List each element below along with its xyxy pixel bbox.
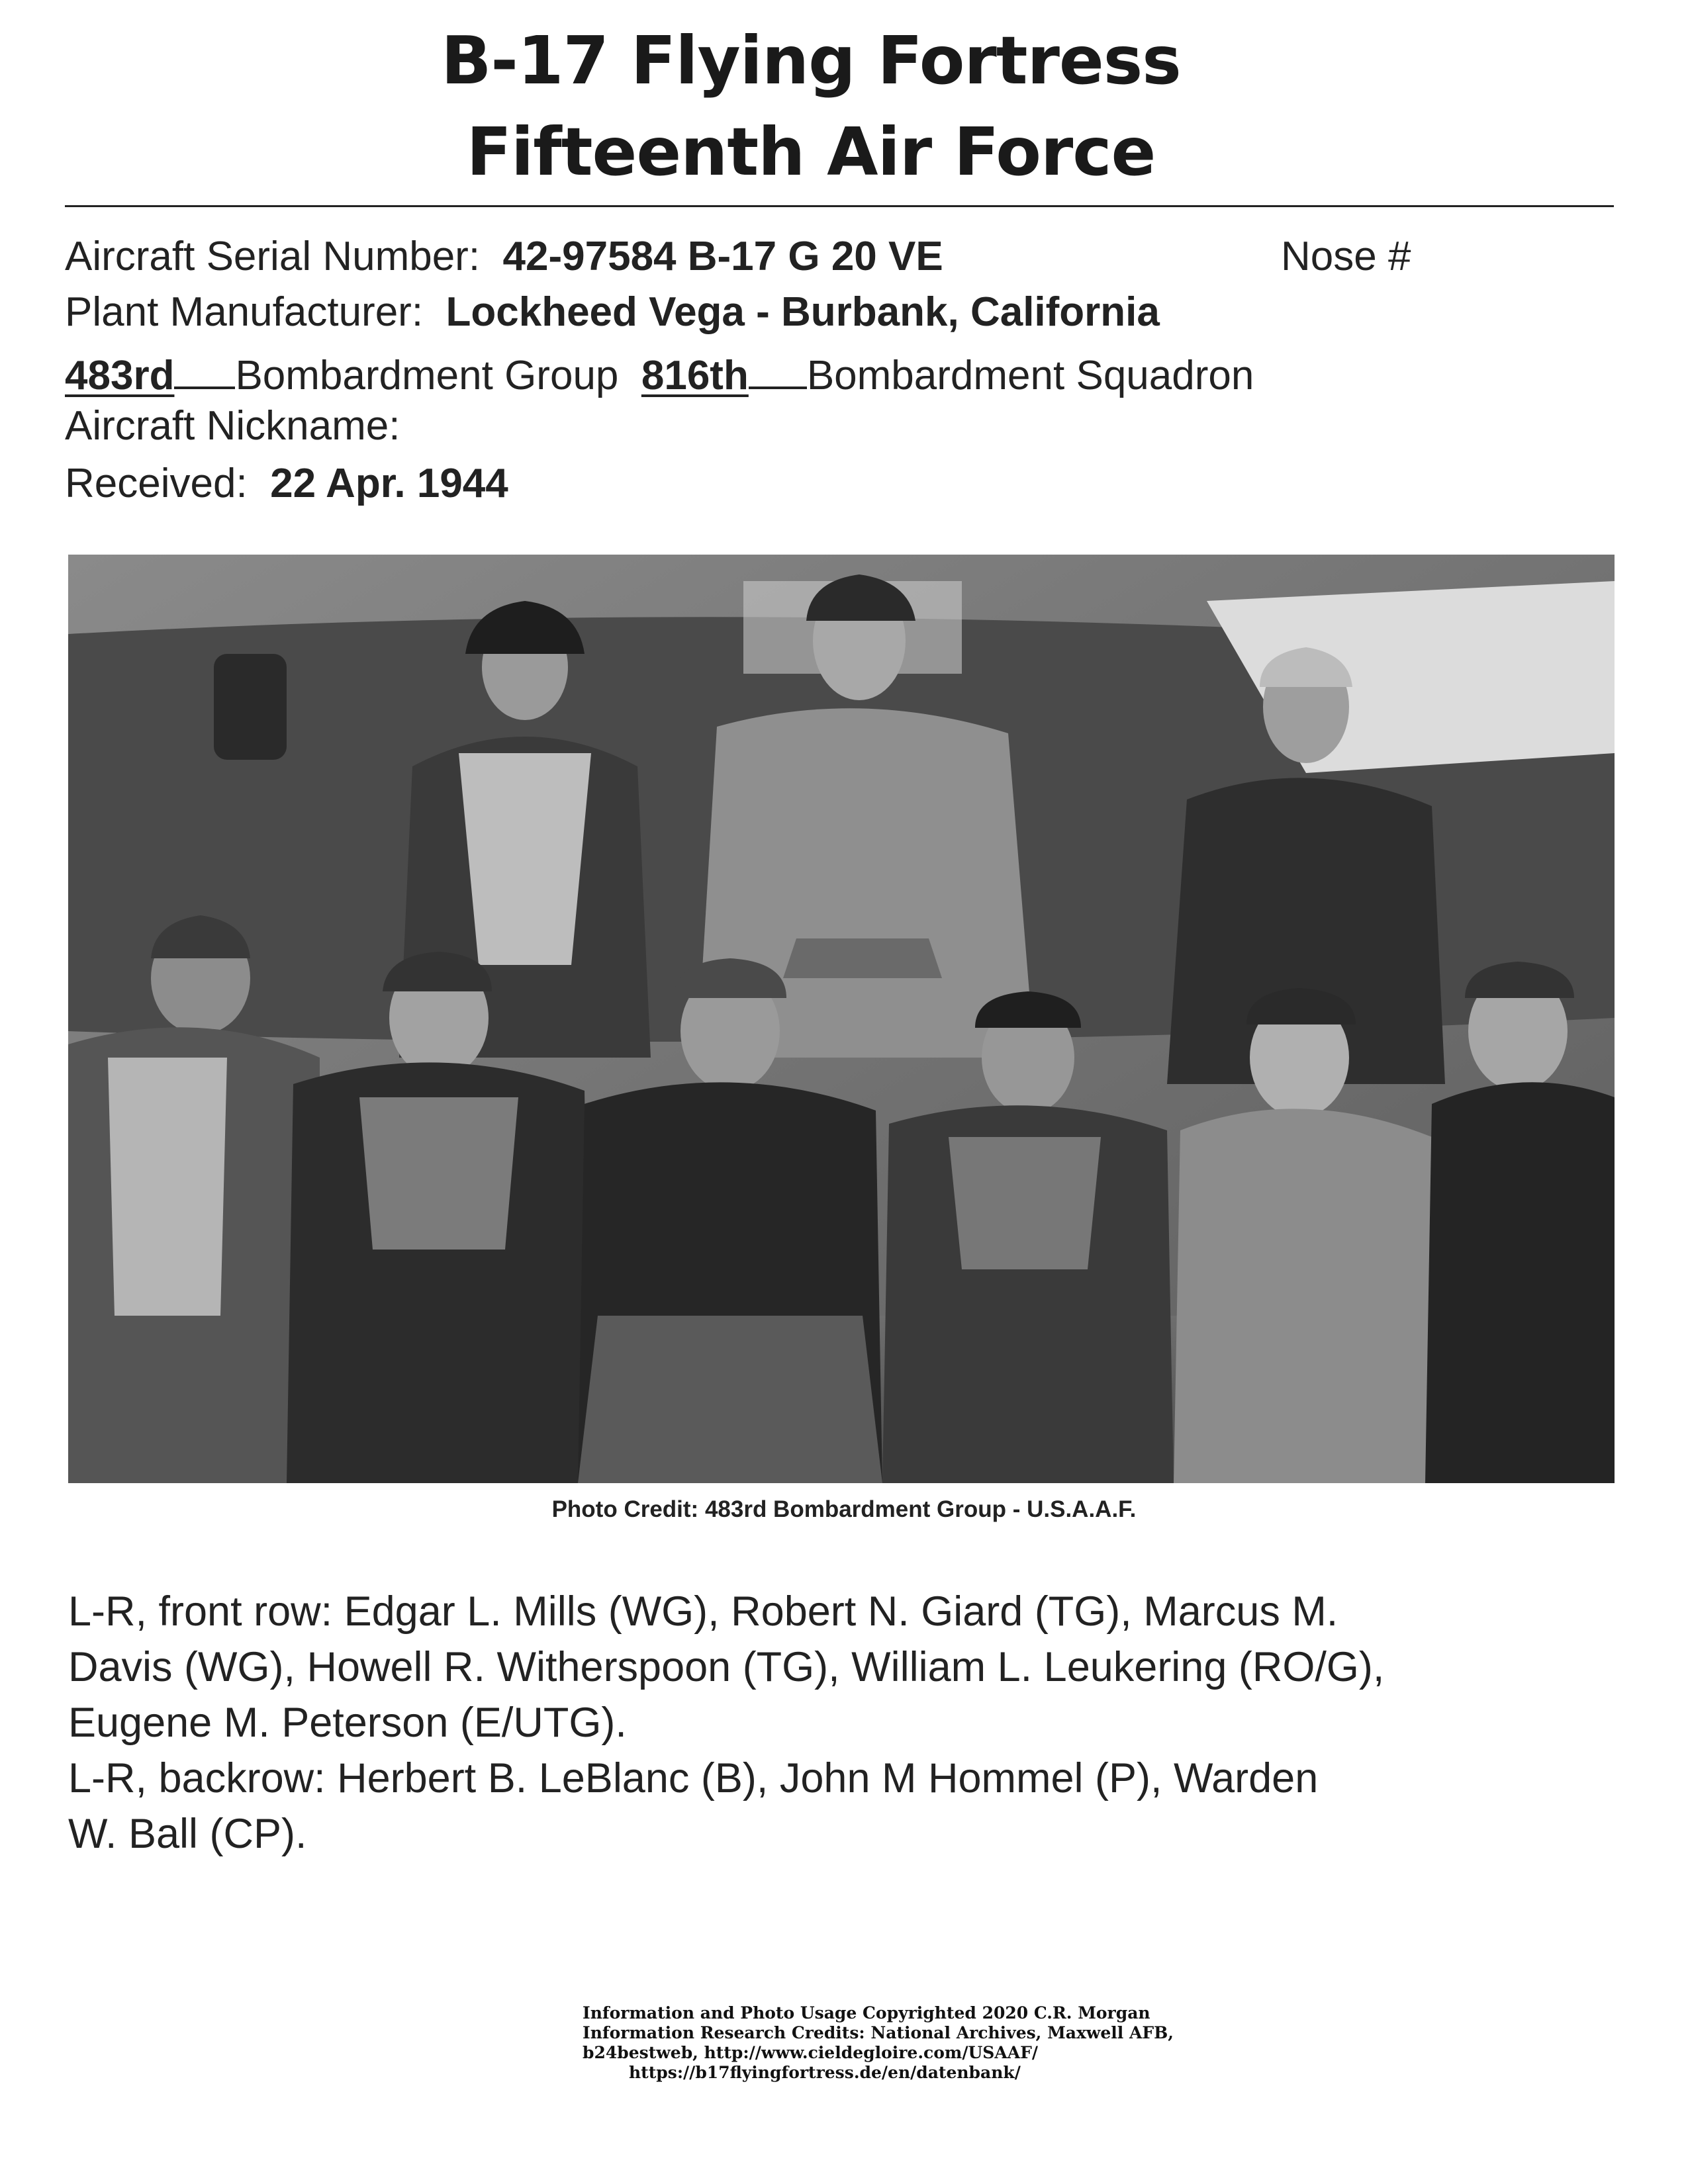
crew-photo	[68, 555, 1615, 1483]
photo-credit: Photo Credit: 483rd Bombardment Group - U.S.A.A.F.	[551, 1496, 1137, 1522]
plant-manufacturer-row	[65, 289, 1160, 335]
nickname-label: Aircraft Nickname:	[65, 403, 400, 449]
nose-number-label: Nose #	[1281, 234, 1411, 279]
group-label: Bombardment Group	[235, 353, 619, 398]
squadron-label: Bombardment Squadron	[806, 353, 1254, 398]
group-number: 483rd	[65, 353, 175, 398]
received-label: Received:	[65, 461, 248, 506]
crew-photo-illustration	[68, 555, 1615, 1483]
received-value: 22 Apr. 1944	[270, 461, 508, 506]
received-row	[65, 463, 508, 504]
footer-line: Information Research Credits: National Archives, Maxwell AFB,	[583, 2023, 1174, 2042]
crew-caption	[68, 1584, 1650, 1862]
caption-line: L-R, front row: Edgar L. Mills (WG), Robert N. Giard (TG), Marcus M.	[68, 1588, 1338, 1635]
group-squadron-row	[65, 349, 1254, 396]
caption-line: W. Ball (CP).	[68, 1811, 307, 1857]
caption-line: Eugene M. Peterson (E/UTG).	[68, 1700, 627, 1746]
caption-line: Davis (WG), Howell R. Witherspoon (TG), William L. Leukering (RO/G),	[68, 1644, 1385, 1690]
squadron-blank-line	[749, 349, 807, 389]
footer-line: b24bestweb, http://www.cieldegloire.com/USAAF/	[583, 2043, 1039, 2062]
nickname-row	[65, 403, 400, 449]
title-divider	[65, 205, 1614, 207]
squadron-number: 816th	[641, 353, 749, 398]
serial-number-value: 42-97584 B-17 G 20 VE	[502, 234, 943, 279]
page-subtitle: Fifteenth Air Force	[466, 113, 1156, 191]
caption-line: L-R, backrow: Herbert B. LeBlanc (B), John M Hommel (P), Warden	[68, 1755, 1319, 1801]
page-title: B-17 Flying Fortress	[441, 22, 1181, 99]
plant-manufacturer-value: Lockheed Vega - Burbank, California	[445, 289, 1160, 335]
footer-line: Information and Photo Usage Copyrighted 2020 C.R. Morgan	[583, 2003, 1150, 2023]
group-blank-line	[174, 349, 235, 389]
copyright-footer	[583, 2003, 1174, 2083]
footer-line: https://b17flyingfortress.de/en/datenbank/	[629, 2063, 1021, 2082]
serial-number-row	[65, 236, 943, 277]
serial-number-label: Aircraft Serial Number:	[65, 234, 481, 279]
plant-manufacturer-label: Plant Manufacturer:	[65, 289, 424, 335]
